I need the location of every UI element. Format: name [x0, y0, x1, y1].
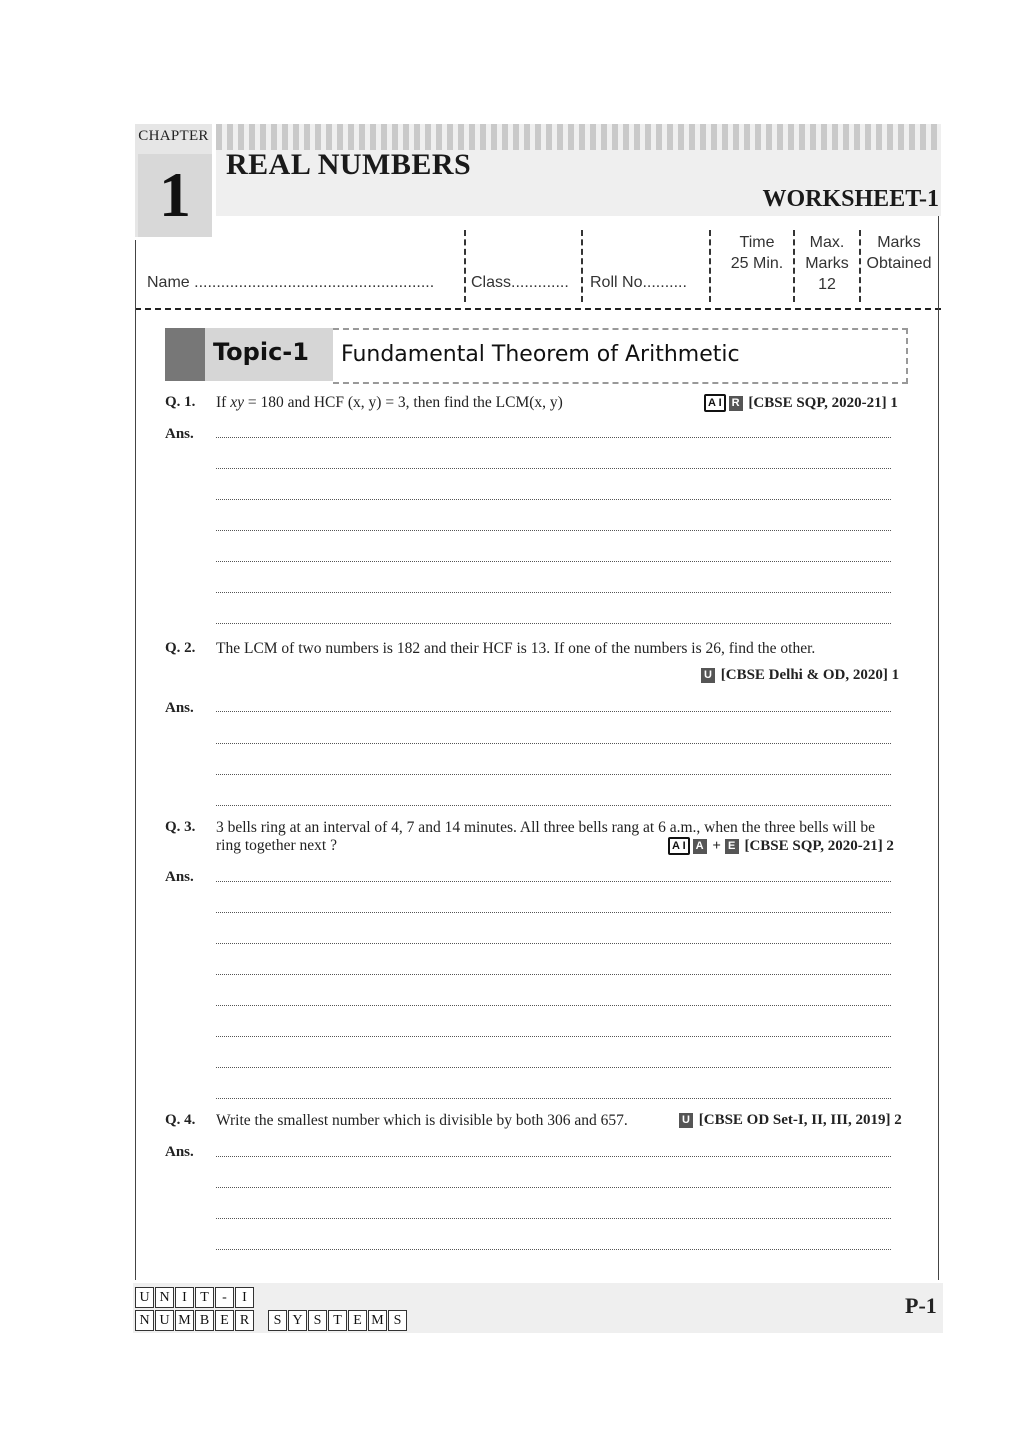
chapter-title: REAL NUMBERS [226, 148, 472, 181]
question-number: Q. 3. [165, 819, 196, 835]
name-field[interactable]: Name ...................................................... [147, 274, 435, 291]
topic-label: Topic-1 [213, 338, 309, 366]
unit-label: U N I T - I [135, 1287, 255, 1308]
answer-line[interactable] [216, 530, 891, 531]
answer-line[interactable] [216, 743, 891, 744]
remember-tag: R [729, 396, 743, 411]
question-text-line-2: ring together next ? [216, 837, 337, 854]
worksheet-label: WORKSHEET-1 [762, 186, 939, 212]
answer-label: Ans. [165, 426, 194, 442]
max-marks-label-2: Marks [805, 255, 849, 272]
divider [464, 230, 466, 302]
plus-sign: + [712, 838, 721, 854]
left-border [135, 240, 136, 1280]
answer-line[interactable] [216, 711, 891, 712]
answer-line[interactable] [216, 1067, 891, 1068]
right-border [938, 216, 939, 1280]
answer-line[interactable] [216, 468, 891, 469]
answer-label: Ans. [165, 700, 194, 716]
divider [581, 230, 583, 302]
question-text: 3 bells ring at an interval of 4, 7 and 14 minutes. All three bells rang at 6 a.m., when the three bells will be [216, 819, 876, 836]
answer-line[interactable] [216, 881, 891, 882]
time-label: Time [739, 234, 775, 251]
answer-line[interactable] [216, 592, 891, 593]
answer-line[interactable] [216, 943, 891, 944]
topic-title: Fundamental Theorem of Arithmetic [341, 342, 740, 367]
question-number: Q. 2. [165, 640, 196, 656]
marks-obtained-label: Marks [877, 234, 921, 251]
answer-line[interactable] [216, 623, 891, 624]
question-number: Q. 1. [165, 394, 196, 410]
page-number: P-1 [905, 1293, 937, 1318]
class-field[interactable]: Class............. [471, 274, 569, 291]
roll-field[interactable]: Roll No.......... [590, 274, 687, 291]
question-text: The LCM of two numbers is 182 and their HCF is 13. If one of the numbers is 26, find the other. [216, 640, 816, 657]
answer-line[interactable] [216, 774, 891, 775]
answer-line[interactable] [216, 1098, 891, 1099]
ai-icon: A I [668, 837, 690, 855]
answer-line[interactable] [216, 1156, 891, 1157]
question-source: A I R [CBSE SQP, 2020-21] 1 [704, 394, 898, 412]
question-text: Write the smallest number which is divisible by both 306 and 657. [216, 1112, 628, 1129]
answer-line[interactable] [216, 561, 891, 562]
answer-label: Ans. [165, 1144, 194, 1160]
answer-line[interactable] [216, 1036, 891, 1037]
answer-line[interactable] [216, 1187, 891, 1188]
max-marks-value: 12 [818, 276, 836, 293]
chapter-number-box [138, 154, 212, 237]
max-marks-label: Max. [809, 234, 845, 251]
answer-line[interactable] [216, 912, 891, 913]
topic-accent [165, 328, 205, 381]
question-number: Q. 4. [165, 1112, 196, 1128]
chapter-number: 1 [159, 159, 191, 230]
divider [709, 230, 711, 302]
evaluate-tag: E [725, 839, 739, 854]
answer-line[interactable] [216, 437, 891, 438]
header-separator [135, 308, 941, 310]
answer-line[interactable] [216, 974, 891, 975]
answer-line[interactable] [216, 1005, 891, 1006]
ai-icon: A I [704, 394, 726, 412]
answer-label: Ans. [165, 869, 194, 885]
question-source: U [CBSE OD Set-I, II, III, 2019] 2 [679, 1112, 902, 1129]
chapter-badge [135, 124, 212, 237]
topic-label-box [205, 328, 333, 381]
answer-line[interactable] [216, 805, 891, 806]
marks-obtained-column[interactable] [861, 232, 937, 274]
question-text: If xy = 180 and HCF (x, y) = 3, then find the LCM(x, y) [216, 394, 563, 411]
question-source: A I A + E [CBSE SQP, 2020-21] 2 [668, 837, 894, 855]
topic-title-box [333, 328, 908, 384]
marks-obtained-label-2: Obtained [866, 255, 932, 272]
answer-line[interactable] [216, 1249, 891, 1250]
apply-tag: A [693, 839, 707, 854]
answer-line[interactable] [216, 499, 891, 500]
time-value: 25 Min. [730, 255, 784, 272]
unit-name-label: N U M B E R S Y S T E M S [135, 1310, 408, 1331]
title-stripes [216, 124, 941, 150]
understanding-tag: U [701, 668, 715, 683]
question-source: U [CBSE Delhi & OD, 2020] 1 [701, 667, 899, 684]
chapter-title-bar [216, 124, 941, 216]
chapter-label: CHAPTER [138, 128, 209, 144]
time-column [723, 232, 791, 274]
max-marks-column [795, 232, 859, 295]
understanding-tag: U [679, 1113, 693, 1128]
answer-line[interactable] [216, 1218, 891, 1219]
student-info-row [135, 228, 941, 308]
